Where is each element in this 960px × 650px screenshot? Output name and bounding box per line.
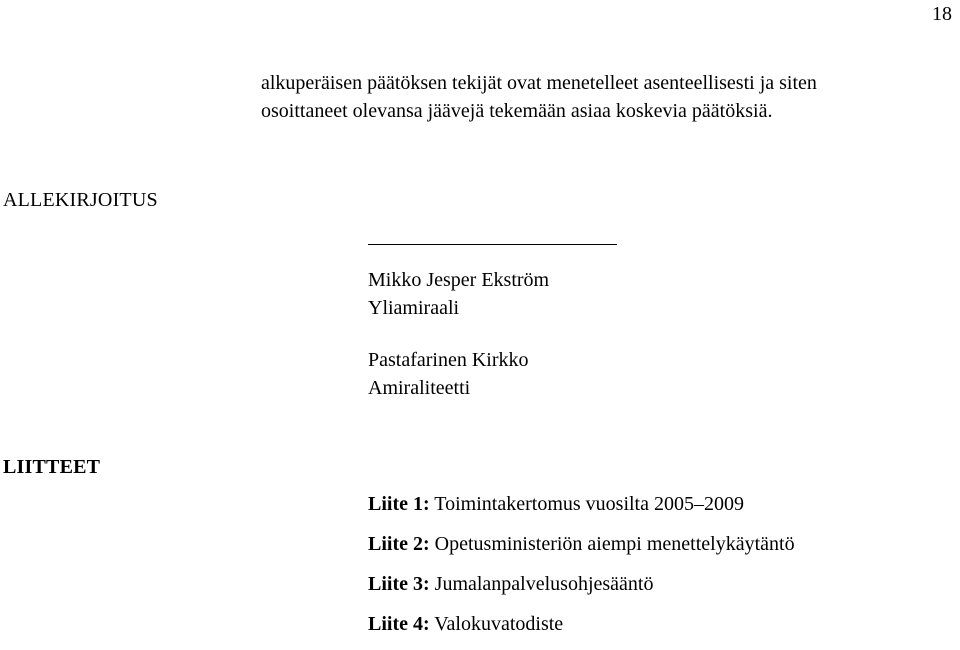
attachments-heading: LIITTEET	[3, 456, 101, 478]
attachment-label: Liite 2:	[368, 533, 430, 555]
attachment-title: Opetusministeriön aiempi menettelykäytäntö	[434, 533, 795, 555]
signature-heading: ALLEKIRJOITUS	[3, 189, 158, 211]
intro-line: alkuperäisen päätöksen tekijät ovat menetelleet asenteellisesti ja siten	[261, 72, 817, 94]
attachment-item	[368, 570, 795, 598]
attachment-item	[368, 530, 795, 558]
intro-line: osoittaneet olevansa jäävejä tekemään asiaa koskevia päätöksiä.	[261, 100, 773, 122]
attachment-label: Liite 3:	[368, 573, 430, 595]
page-number: 18	[932, 3, 952, 25]
signer-title: Yliamiraali	[368, 297, 460, 319]
attachment-item	[368, 610, 795, 638]
signer-block	[368, 266, 549, 322]
organization-block	[368, 346, 529, 402]
attachment-item	[368, 490, 795, 518]
attachment-label: Liite 1:	[368, 493, 430, 515]
attachment-label: Liite 4:	[368, 613, 430, 635]
attachment-title: Toimintakertomus vuosilta 2005–2009	[434, 493, 744, 515]
organization-unit: Amiraliteetti	[368, 377, 471, 399]
signer-name: Mikko Jesper Ekström	[368, 269, 550, 291]
attachment-title: Jumalanpalvelusohjesääntö	[434, 573, 654, 595]
signature-line	[368, 244, 617, 245]
attachments-list	[368, 490, 795, 650]
attachment-title: Valokuvatodiste	[434, 613, 564, 635]
intro-paragraph	[261, 69, 817, 125]
organization-name: Pastafarinen Kirkko	[368, 349, 529, 371]
